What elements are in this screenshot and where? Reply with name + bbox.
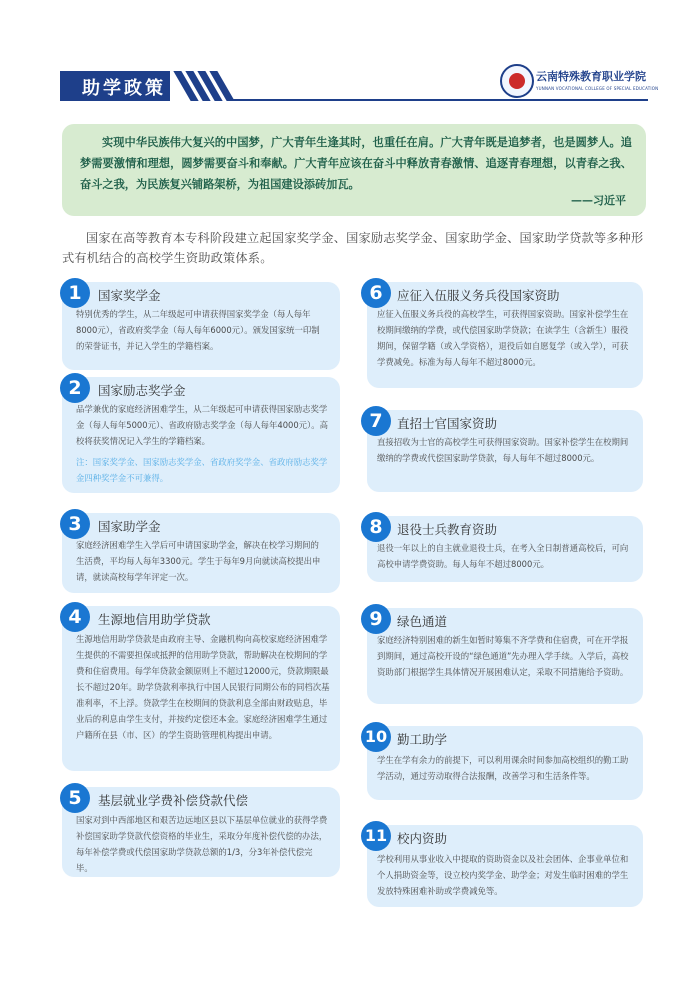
policy-card-5 — [62, 787, 340, 877]
card-number-badge: 9 — [361, 604, 391, 634]
card-title: 基层就业学费补偿贷款代偿 — [98, 793, 249, 808]
card-title: 生源地信用助学贷款 — [98, 612, 211, 627]
card-title: 退役士兵教育资助 — [397, 522, 498, 537]
policy-card-11 — [364, 825, 643, 907]
card-body: 家庭经济特别困难的新生如暂时筹集不齐学费和住宿费，可在开学报到期间，通过高校开设的“绿色通道”先办理入学手续。入学后，高校资助部门根据学生具体情况开展困难认定，采取不同措施给予资助。 — [377, 635, 629, 677]
card-number-badge: 7 — [361, 406, 391, 436]
card-body: 国家对到中西部地区和艰苦边远地区县以下基层单位就业的获得学费补偿国家助学贷款代偿资格的毕业生，采取分年度补偿代偿的办法，每年补偿学费或代偿国家助学贷款总额的1/3，分3年补偿代偿完毕。 — [76, 815, 328, 873]
card-title: 国家助学金 — [98, 519, 161, 534]
quote-author: ——习近平 — [571, 194, 626, 207]
card-body: 退役一年以上的自主就业退役士兵，在考入全日制普通高校后，可向高校申请学费资助。每人每年不超过8000元。 — [377, 543, 629, 569]
card-body: 学生在学有余力的前提下，可以利用课余时间参加高校组织的勤工助学活动，通过劳动取得合法报酬，改善学习和生活条件等。 — [377, 755, 629, 781]
policy-card-6 — [367, 282, 643, 388]
card-title: 国家励志奖学金 — [98, 383, 186, 398]
intro-paragraph: 国家在高等教育本专科阶段建立起国家奖学金、国家励志奖学金、国家助学金、国家助学贷款等多种形式有机结合的高校学生资助政策体系。 — [62, 231, 644, 265]
card-body: 学校利用从事业收入中提取的资助资金以及社会团体、企事业单位和个人捐助资金等，设立校内奖学金、助学金；对发生临时困难的学生发放特殊困难补助或学费减免等。 — [377, 854, 629, 896]
card-number-badge: 2 — [60, 373, 90, 403]
policy-card-8 — [367, 516, 643, 582]
card-body — [76, 401, 328, 486]
policy-card-2 — [62, 377, 340, 493]
quote-text: 实现中华民族伟大复兴的中国梦，广大青年生逢其时，也重任在肩。广大青年既是追梦者，也是圆梦人。追梦需要激情和理想，圆梦需要奋斗和奉献。广大青年应该在奋斗中释放青春激情、追逐青春理想，以青春之我、奋斗之我，为民族复兴铺路架桥，为祖国建设添砖加瓦。 — [80, 136, 632, 191]
card-number-badge: 4 — [60, 602, 90, 632]
card-body-text: 品学兼优的家庭经济困难学生，从二年级起可申请获得国家励志奖学金（每人每年5000元）、省政府励志奖学金（每人每年4000元）。高校将获奖情况记入学生的学籍档案。 — [76, 404, 328, 446]
school-logo-icon — [500, 64, 534, 98]
policy-card-4 — [62, 606, 340, 771]
card-title: 绿色通道 — [397, 614, 448, 629]
policy-card-3 — [62, 513, 340, 593]
card-title: 国家奖学金 — [98, 288, 161, 303]
card-number-badge: 8 — [361, 512, 391, 542]
card-title: 勤工助学 — [397, 732, 448, 747]
card-body: 家庭经济困难学生入学后可申请国家助学金，解决在校学习期间的生活费，平均每人每年3300元。学生于每年9月向就读高校提出申请，就读高校每学年评定一次。 — [76, 540, 321, 582]
card-title: 直招士官国家资助 — [397, 416, 498, 431]
card-body: 应征入伍服义务兵役的高校学生，可获得国家资助。国家补偿学生在校期间缴纳的学费，或代偿国家助学贷款；在读学生（含新生）服役期间，保留学籍（或入学资格），退役后如自愿复学（或入学），可获学费减免。标准为每人每年不超过8000元。 — [377, 309, 629, 367]
card-body: 特别优秀的学生，从二年级起可申请获得国家奖学金（每人每年8000元），省政府奖学金（每人每年6000元）。颁发国家统一印制的荣誉证书，并记入学生的学籍档案。 — [76, 309, 320, 351]
card-number-badge: 10 — [361, 722, 391, 752]
policy-card-1 — [62, 282, 340, 370]
header-rule — [230, 99, 648, 101]
header-title-bar — [60, 71, 170, 101]
policy-card-10 — [364, 726, 643, 800]
quote-box — [62, 124, 646, 216]
card-title: 校内资助 — [397, 831, 448, 846]
card-number-badge: 5 — [60, 783, 90, 813]
card-number-badge: 11 — [361, 821, 391, 851]
card-body: 直接招收为士官的高校学生可获得国家资助。国家补偿学生在校期间缴纳的学费或代偿国家助学贷款，每人每年不超过8000元。 — [377, 437, 629, 463]
school-name-cn: 云南特殊教育职业学院 — [536, 70, 646, 83]
card-note: 注：国家奖学金、国家励志奖学金、省政府奖学金、省政府励志奖学金四种奖学金不可兼得。 — [76, 457, 328, 483]
card-title: 应征入伍服义务兵役国家资助 — [397, 288, 560, 303]
card-number-badge: 1 — [60, 278, 90, 308]
policy-card-7 — [367, 410, 643, 492]
school-name-en: YUNNAN VOCATIONAL COLLEGE OF SPECIAL EDUCATION — [536, 86, 659, 91]
card-body: 生源地信用助学贷款是由政府主导、金融机构向高校家庭经济困难学生提供的不需要担保或抵押的信用助学贷款，帮助解决在校期间的学费和住宿费用。每学年贷款金额原则上不超过12000元，贷款期限最长不超过20年。助学贷款利率执行中国人民银行同期公布的同档次基准利率，不上浮。贷款学生在校期间的贷款利息全部由财政贴息，毕业后的利息由学生支付，并按约定偿还本金。家庭经济困难学生通过户籍所在县（市、区）的学生资助管理机构提出申请。 — [76, 634, 330, 740]
header-title: 助学政策 — [82, 78, 166, 99]
card-number-badge: 6 — [361, 278, 391, 308]
card-number-badge: 3 — [60, 509, 90, 539]
policy-card-9 — [367, 608, 643, 704]
